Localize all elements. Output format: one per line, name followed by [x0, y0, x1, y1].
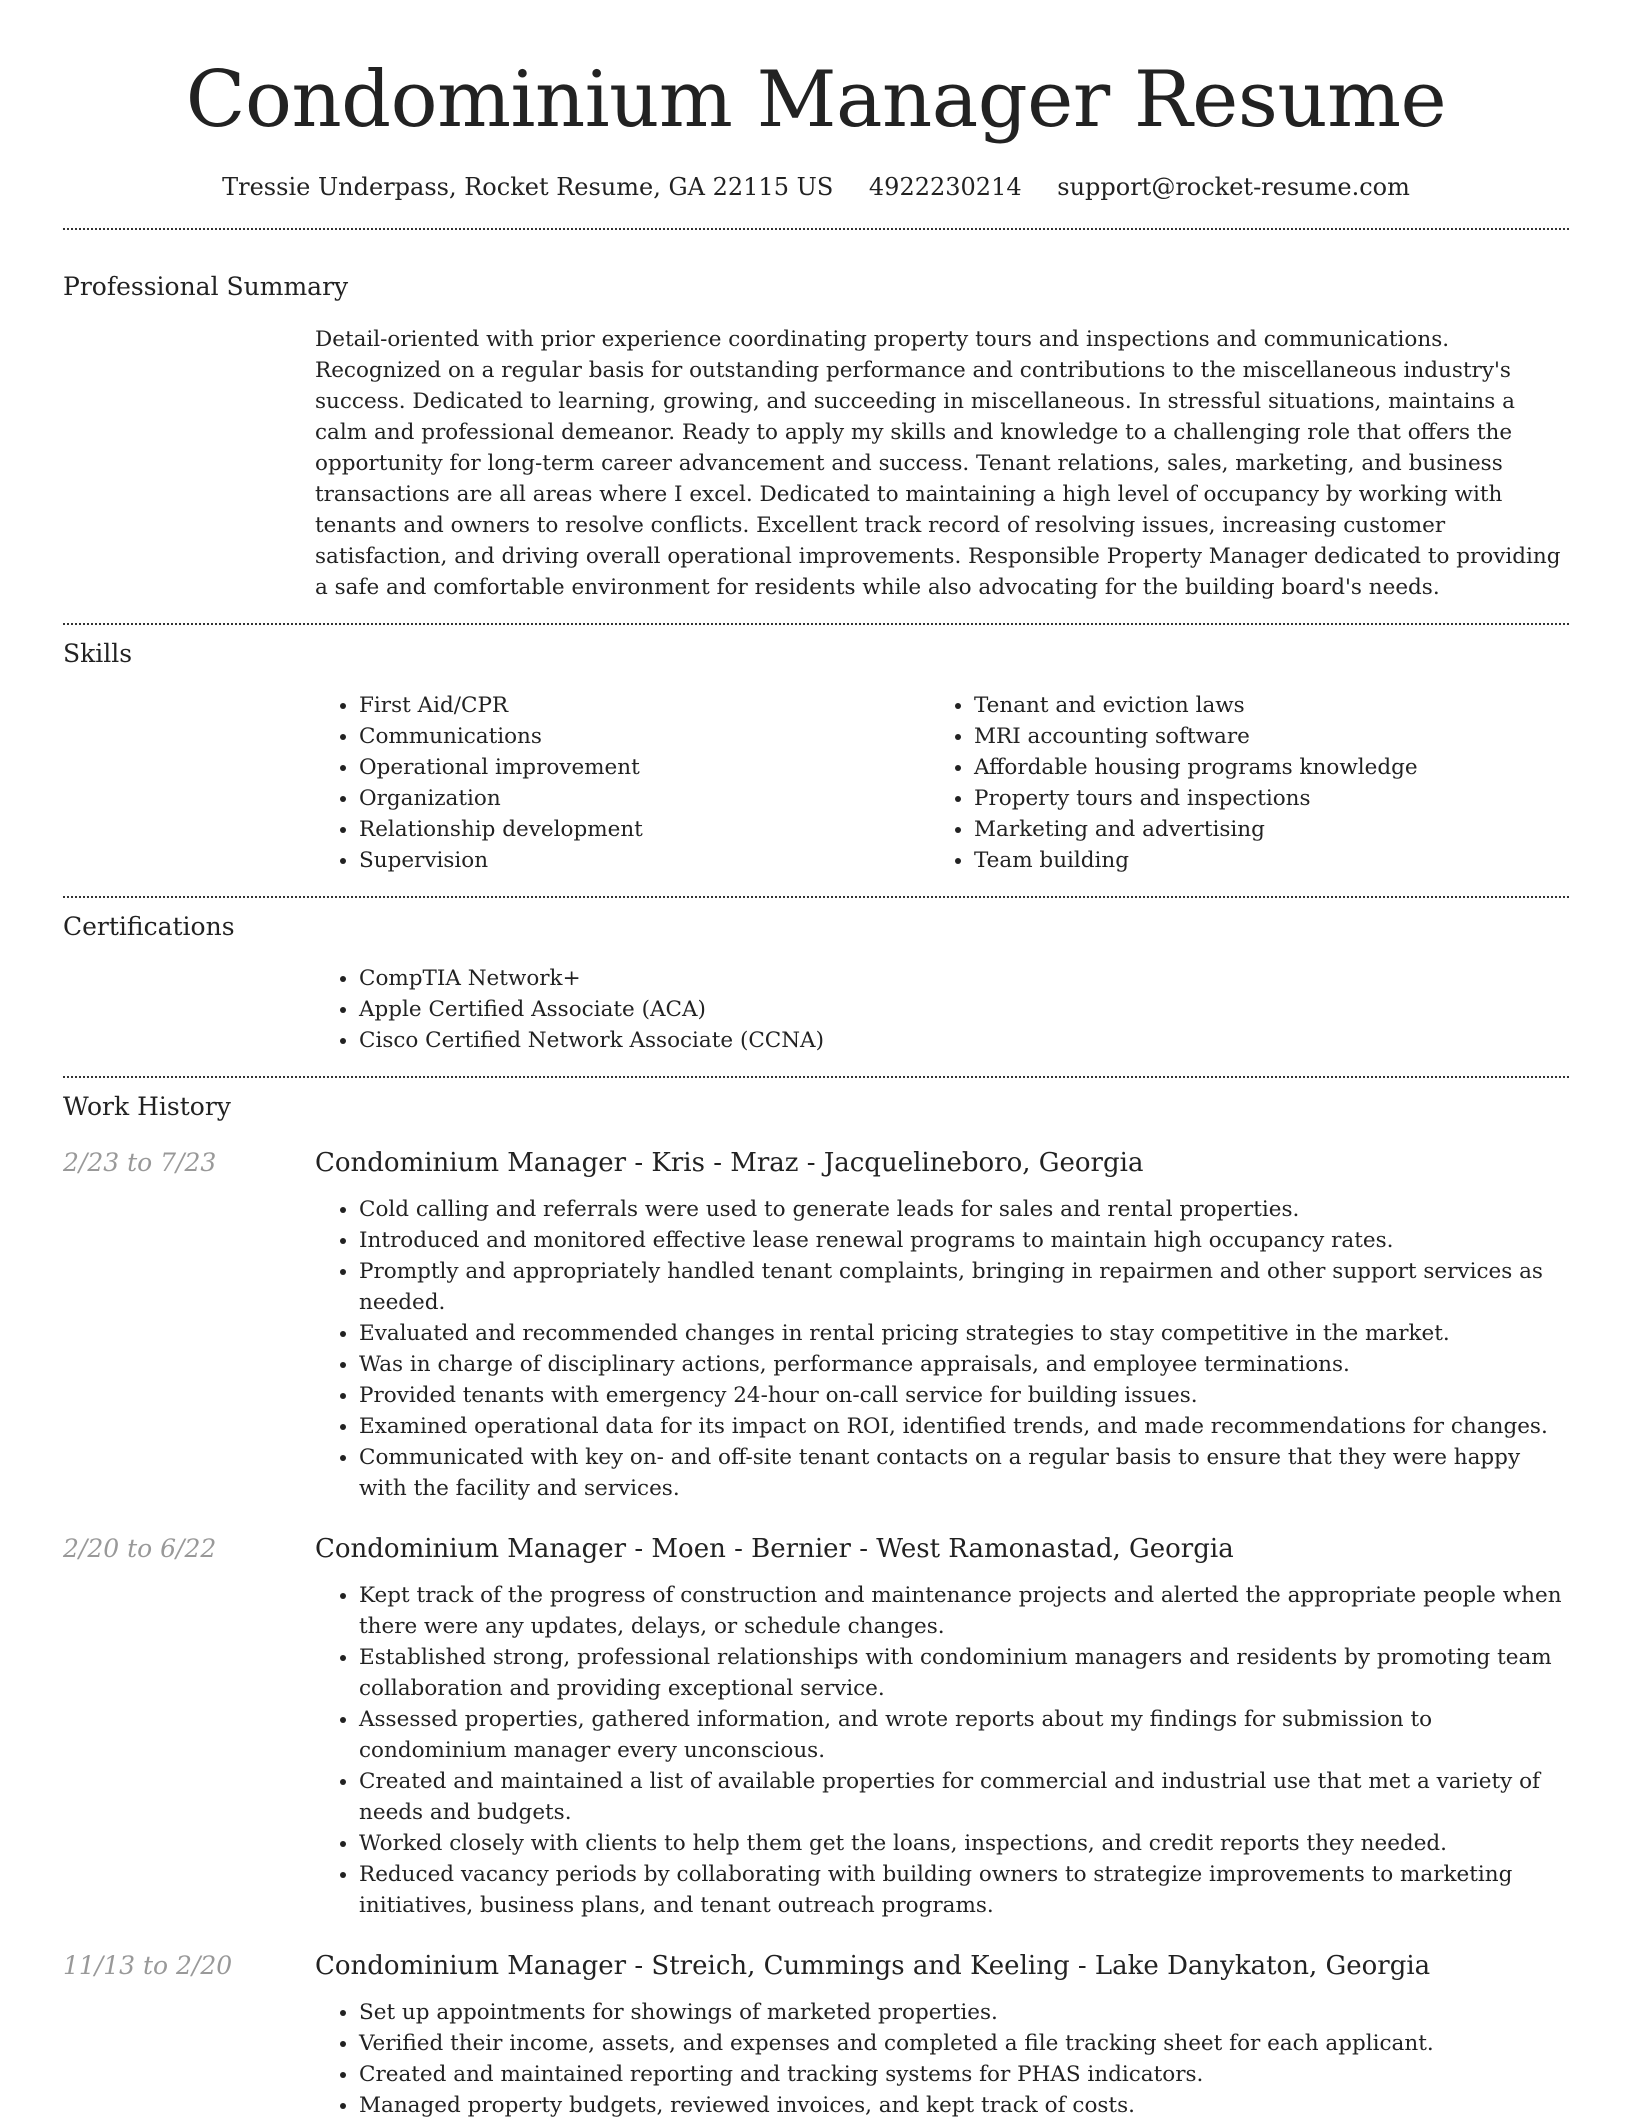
skills-column-right [930, 690, 1545, 876]
skills-heading: Skills [63, 639, 133, 668]
list-item: • Operational improvement [359, 752, 930, 783]
resume-title: Condominium Manager Resume [185, 55, 1447, 145]
job-title: Condominium Manager - Streich, Cummings and Keeling - Lake Danykaton, Georgia [315, 1951, 1431, 1981]
list-item: • Set up appointments for showings of marketed properties. [359, 1997, 1569, 2028]
list-item: • Apple Certified Associate (ACA) [359, 994, 1569, 1025]
list-item: • Was in charge of disciplinary actions, performance appraisals, and employee terminations. [359, 1349, 1569, 1380]
list-item: • Verified their income, assets, and expenses and completed a file tracking sheet for each applicant. [359, 2028, 1569, 2059]
list-item: • Examined operational data for its impact on ROI, identified trends, and made recommendations for changes. [359, 1411, 1569, 1442]
certifications-content [315, 963, 1569, 1056]
list-item: • Promptly and appropriately handled tenant complaints, bringing in repairmen and other support services as needed. [359, 1256, 1569, 1318]
job-entry [63, 1949, 1569, 2121]
resume-page [63, 0, 1569, 2121]
list-item: • Team building [974, 845, 1545, 876]
list-item: • Introduced and monitored effective lease renewal programs to maintain high occupancy rates. [359, 1225, 1569, 1256]
certifications-heading: Certifications [63, 912, 235, 941]
list-item: • Organization [359, 783, 930, 814]
job-details [315, 1580, 1569, 1921]
list-item: • Created and maintained a list of available properties for commercial and industrial use that met a variety of needs and budgets. [359, 1766, 1569, 1828]
job-entry [63, 1146, 1569, 1504]
contact-line [63, 170, 1569, 204]
list-item: • Worked closely with clients to help them get the loans, inspections, and credit reports they needed. [359, 1828, 1569, 1859]
list-item: • Property tours and inspections [974, 783, 1545, 814]
summary-content [315, 324, 1569, 603]
list-item: • Supervision [359, 845, 930, 876]
job-dates: 2/23 to 7/23 [63, 1148, 217, 1177]
section-divider [63, 623, 1569, 625]
job-dates: 2/20 to 6/22 [63, 1534, 217, 1563]
list-item: • CompTIA Network+ [359, 963, 1569, 994]
summary-text: Detail-oriented with prior experience coordinating property tours and inspections and communications. Recognized on a regular basis for outstanding performance and contributions to the miscellaneous industry's success. Dedicated to learning, growing, and succeeding in miscellaneous. In stressful situations, maintains a calm and professional demeanor. Ready to apply my skills and knowledge to a challenging role that offers the opportunity for long-term career advancement and success. Tenant relations, sales, marketing, and business transactions are all areas where I excel. Dedicated to maintaining a high level of occupancy by working with tenants and owners to resolve conflicts. Excellent track record of resolving issues, increasing customer satisfaction, and driving overall operational improvements. Responsible Property Manager dedicated to providing a safe and comfortable environment for residents while also advocating for the building board's needs. [315, 327, 1561, 600]
list-item: • Affordable housing programs knowledge [974, 752, 1545, 783]
list-item: • Cold calling and referrals were used to generate leads for sales and rental properties. [359, 1194, 1569, 1225]
list-item: • Provided tenants with emergency 24-hour on-call service for building issues. [359, 1380, 1569, 1411]
skills-list-right [930, 690, 1545, 876]
list-item: • Communicated with key on- and off-site tenant contacts on a regular basis to ensure that they were happy with the facility and services. [359, 1442, 1569, 1504]
list-item: • Reduced vacancy periods by collaborating with building owners to strategize improvements to marketing initiatives, business plans, and tenant outreach programs. [359, 1859, 1569, 1921]
contact-phone: 4922230214 [868, 173, 1022, 201]
job-details [315, 1997, 1569, 2121]
job-dates: 11/13 to 2/20 [63, 1951, 233, 1980]
list-item: • First Aid/CPR [359, 690, 930, 721]
list-item: • Established strong, professional relationships with condominium managers and residents by promoting team collaboration and providing exceptional service. [359, 1642, 1569, 1704]
list-item: • MRI accounting software [974, 721, 1545, 752]
section-divider [63, 228, 1569, 230]
job-bullets [315, 1580, 1569, 1921]
list-item: • Kept track of the progress of construction and maintenance projects and alerted the appropriate people when there were any updates, delays, or schedule changes. [359, 1580, 1569, 1642]
skills-column-left [315, 690, 930, 876]
skills-list-left [315, 690, 930, 876]
section-divider [63, 1076, 1569, 1078]
work-history-heading: Work History [63, 1092, 231, 1121]
job-bullets [315, 1997, 1569, 2121]
certifications-list [315, 963, 1569, 1056]
skills-content [315, 690, 1569, 876]
job-bullets [315, 1194, 1569, 1504]
list-item: • Created and maintained reporting and tracking systems for PHAS indicators. [359, 2059, 1569, 2090]
job-entry [63, 1532, 1569, 1921]
job-title: Condominium Manager - Moen - Bernier - West Ramonastad, Georgia [315, 1534, 1234, 1564]
list-item: • Marketing and advertising [974, 814, 1545, 845]
list-item: • Relationship development [359, 814, 930, 845]
list-item: • Cisco Certified Network Associate (CCNA) [359, 1025, 1569, 1056]
list-item: • Managed property budgets, reviewed invoices, and kept track of costs. [359, 2090, 1569, 2121]
list-item: • Evaluated and recommended changes in rental pricing strategies to stay competitive in the market. [359, 1318, 1569, 1349]
contact-address: Tressie Underpass, Rocket Resume, GA 22115 US [222, 173, 834, 201]
list-item: • Assessed properties, gathered information, and wrote reports about my findings for submission to condominium manager every unconscious. [359, 1704, 1569, 1766]
list-item: • Communications [359, 721, 930, 752]
job-details [315, 1194, 1569, 1504]
skills-grid [315, 690, 1569, 876]
summary-heading: Professional Summary [63, 272, 349, 301]
section-divider [63, 896, 1569, 898]
list-item: • Tenant and eviction laws [974, 690, 1545, 721]
contact-email[interactable]: support@rocket-resume.com [1057, 173, 1410, 201]
job-title: Condominium Manager - Kris - Mraz - Jacquelineboro, Georgia [315, 1148, 1144, 1178]
